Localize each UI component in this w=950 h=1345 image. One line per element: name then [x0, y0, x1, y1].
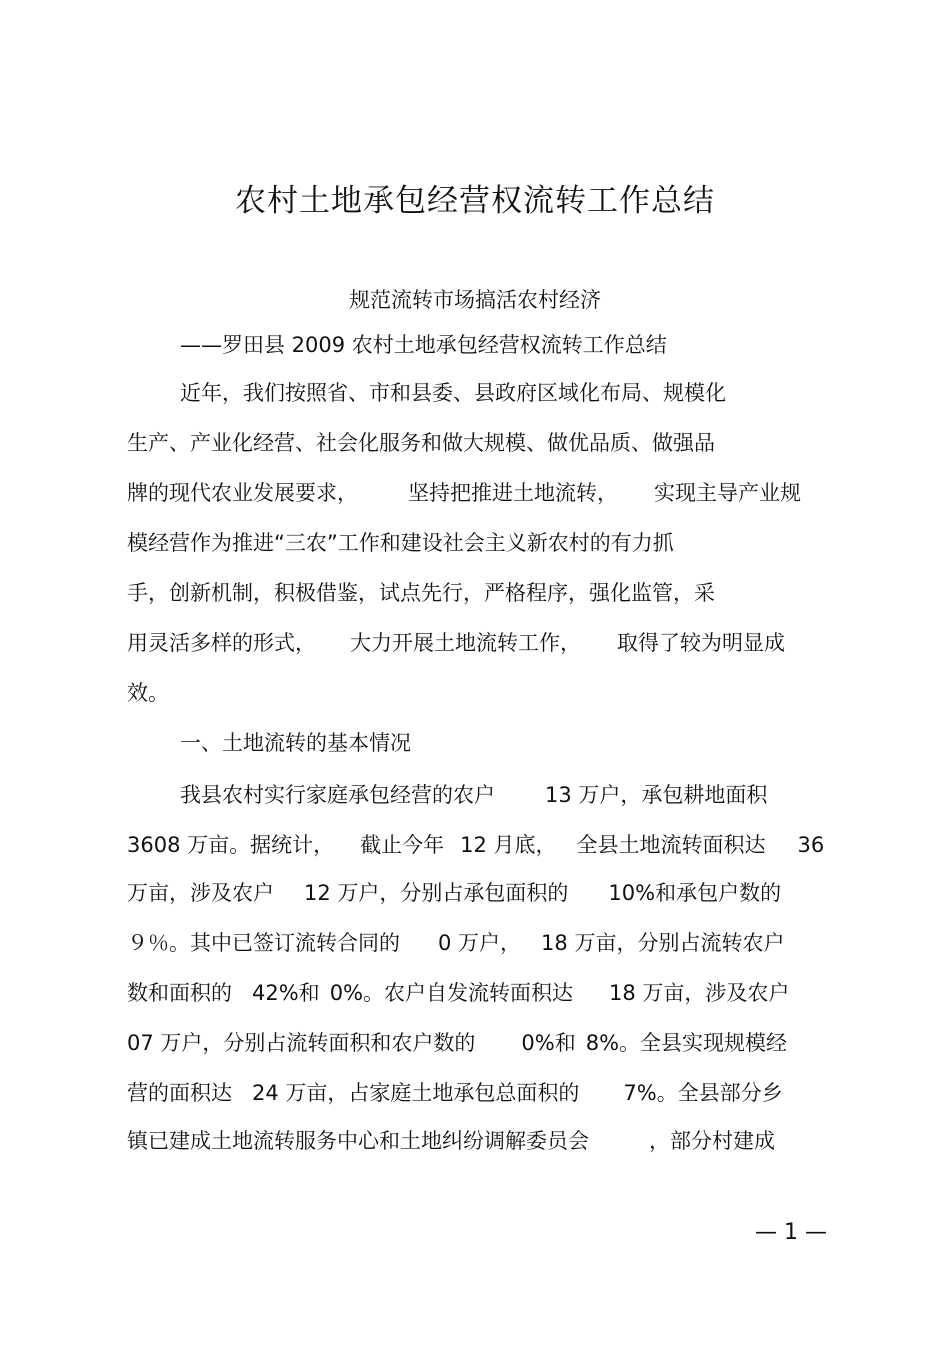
para1-line6-part1: 用灵活多样的形式，	[127, 631, 316, 655]
para2-line6-part3: 8%。全县实现规模经	[585, 1031, 788, 1055]
page-number: — 1 —	[755, 1220, 827, 1245]
para2-line7-part3: 7%。全县部分乡	[623, 1081, 783, 1105]
para1-line2: 生产、产业化经营、社会化服务和做大规模、做优品质、做强品	[127, 431, 715, 455]
para2-line4-part3: 18 万亩，分别占流转农户	[541, 931, 785, 955]
para1-line3-part1: 牌的现代农业发展要求，	[127, 481, 358, 505]
para2-line2-part1: 3608 万亩。据统计，	[127, 833, 335, 857]
para2-line5-part2: 42%和	[252, 981, 320, 1005]
para1-line3	[127, 478, 801, 508]
para1-line3-part3: 实现主导产业规	[654, 481, 801, 505]
para1-line6-part3: 取得了较为明显成	[617, 631, 785, 655]
para2-line7-part1: 营的面积达	[127, 1081, 232, 1105]
para2-line6-part1: 07 万户，分别占流转面积和农户数的	[127, 1031, 476, 1055]
para1-line7: 效。	[127, 681, 169, 705]
para2-line4-part1: ９％。其中已签订流转合同的	[127, 931, 400, 955]
para2-line2-part4: 全县土地流转面积达	[576, 833, 766, 857]
para2-line8-part1: 镇已建成土地流转服务中心和土地纠纷调解委员会	[127, 1129, 589, 1153]
para2-line8-part2: ，部分村建成	[649, 1129, 775, 1153]
section1-heading: 一、土地流转的基本情况	[180, 731, 411, 755]
para2-line2-part2: 截止今年	[360, 833, 445, 857]
para2-line2-part5: 36	[797, 833, 825, 857]
para2-line5	[127, 978, 789, 1008]
para1-line6-part2: 大力开展土地流转工作，	[350, 631, 581, 655]
para2-line3-part1: 万亩，涉及农户	[127, 881, 274, 905]
para1-line6	[127, 628, 785, 658]
document-subtitle: 规范流转市场搞活农村经济	[349, 288, 601, 312]
para2-line4	[127, 928, 784, 958]
para2-line3-part3: 10%和承包户数的	[608, 881, 782, 905]
para2-line5-part4: 18 万亩，涉及农户	[609, 981, 790, 1005]
para2-line4-part2: 0 万户，	[438, 931, 522, 955]
para2-line7	[127, 1078, 783, 1108]
para2-line1-part2: 13 万户，承包耕地面积	[545, 783, 768, 807]
para2-line6	[127, 1028, 787, 1058]
para2-line1-part1: 我县农村实行家庭承包经营的农户	[180, 783, 495, 807]
byline: ——罗田县 2009 农村土地承包经营权流转工作总结	[180, 333, 667, 357]
para1-line5: 手，创新机制，积极借鉴，试点先行，严格程序，强化监管，采	[127, 581, 715, 605]
document-title: 农村土地承包经营权流转工作总结	[235, 183, 715, 219]
para2-line8	[127, 1126, 775, 1156]
para2-line2-part3: 12 月底，	[460, 833, 557, 857]
para2-line6-part2: 0%和	[521, 1031, 576, 1055]
para1-line1: 近年，我们按照省、市和县委、县政府区域化布局、规模化	[180, 381, 726, 405]
para2-line5-part3: 0%。农户自发流转面积达	[329, 981, 574, 1005]
para2-line5-part1: 数和面积的	[127, 981, 232, 1005]
para2-line3	[127, 878, 781, 908]
para2-line2	[127, 830, 824, 860]
para2-line7-part2: 24 万亩，占家庭土地承包总面积的	[252, 1081, 580, 1105]
para2-line1	[180, 780, 767, 810]
para2-line3-part2: 12 万户，分别占承包面积的	[304, 881, 569, 905]
para1-line3-part2: 坚持把推进土地流转，	[408, 481, 618, 505]
para1-line4: 模经营作为推进“三农”工作和建设社会主义新农村的有力抓	[127, 531, 674, 555]
